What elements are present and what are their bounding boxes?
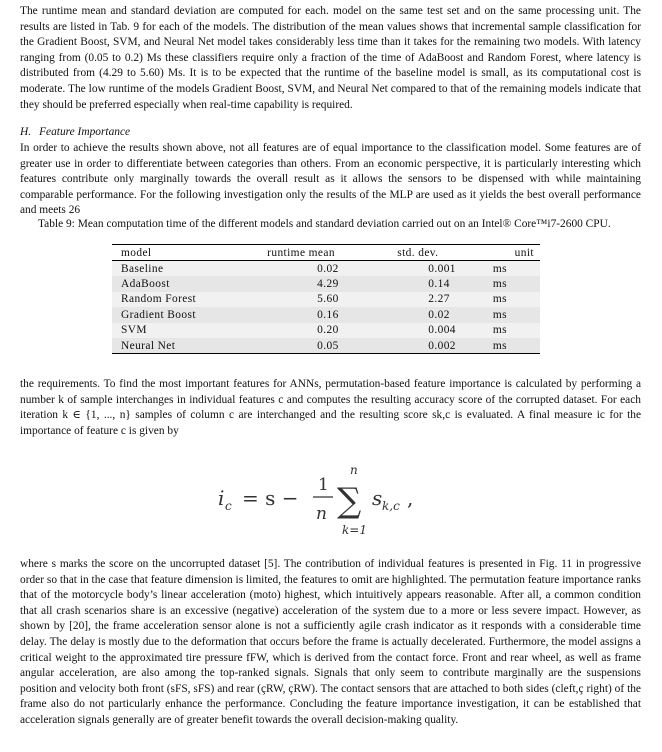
header-runtime-mean: runtime mean [237, 245, 388, 261]
formula-frac-num: 1 [318, 475, 329, 495]
cell-std: 0.02 [388, 307, 489, 322]
formula-frac-den: n [316, 504, 327, 524]
table-header-row [112, 245, 540, 261]
table-row [112, 338, 540, 354]
cell-runtime: 5.60 [237, 292, 388, 307]
formula-sum-bottom: k=1 [342, 523, 367, 537]
cell-runtime: 0.05 [237, 338, 388, 354]
table-row [112, 323, 540, 338]
cell-std: 0.002 [388, 338, 489, 354]
cell-model: Neural Net [112, 338, 237, 354]
formula-lhs: i [218, 486, 225, 510]
cell-model: AdaBoost [112, 276, 237, 291]
importance-formula [212, 460, 472, 540]
cell-runtime: 0.16 [237, 307, 388, 322]
cell-unit: ms [489, 261, 540, 277]
cell-unit: ms [489, 323, 540, 338]
cell-runtime: 0.20 [237, 323, 388, 338]
header-unit: unit [489, 245, 540, 261]
formula-eq: = s − [242, 486, 299, 510]
formula-term-sub: k,c [382, 499, 400, 513]
cell-runtime: 4.29 [237, 276, 388, 291]
cell-std: 0.004 [388, 323, 489, 338]
cell-model: Random Forest [112, 292, 237, 307]
formula-sum-sign: ∑ [337, 481, 362, 521]
paragraph-permutation: the requirements. To find the most important features for ANNs, permutation-based feature importance is calculated by performing a number k of sample interchanges in individual features c and computes the resulting accuracy score of the corrupted dataset. For each iteration k ∈ {1, ..., n} samples of column c are interchanged and the resulting score sk,c is evaluated. A final measure ic for the importance of feature c is given by [20, 378, 641, 437]
table-row [112, 307, 540, 322]
cell-model: Gradient Boost [112, 307, 237, 322]
section-number: H. [20, 126, 32, 138]
section-heading [20, 126, 130, 138]
header-model: model [112, 245, 237, 261]
table-row [112, 261, 540, 277]
formula-lhs-sub: c [225, 499, 232, 513]
cell-model: Baseline [112, 261, 237, 277]
table-row [112, 292, 540, 307]
cell-unit: ms [489, 292, 540, 307]
cell-std: 2.27 [388, 292, 489, 307]
cell-unit: ms [489, 276, 540, 291]
cell-std: 0.14 [388, 276, 489, 291]
table-caption: Table 9: Mean computation time of the different models and standard deviation carried out on an Intel® Core™i7-2600 CPU. [38, 218, 611, 230]
formula-tail: , [407, 486, 414, 510]
formula-sum-top: n [350, 463, 358, 477]
paragraph-feature-importance: In order to achieve the results shown above, not all features are of equal importance to the classification model. Some features are of greater use in order to differentiate between categories than others. From an economic perspective, it is particularly interesting which features contribute only marginally towards the overall result as it allows the sensors to be dispensed with while maintaining comparable performance. For the following investigation only the results of the MLP are used as it yields the best overall performance and meets 26 [20, 142, 641, 217]
formula-svg [212, 460, 472, 540]
paragraph-contribution: where s marks the score on the uncorrupted dataset [5]. The contribution of individual features is presented in Fig. 11 in progressive order so that in the case that feature dimension is limited, the features to omit are highlighted. The permutation feature importance ranks that of the motorcycle body’s linear acceleration (moto) highest, which intuitively appears reasonable. After all, a common condition that all crash scenarios share is an excessive (negative) acceleration of the system due to a more or less severe impact. However, as shown by [20], the frame acceleration sensor alone is not a sufficiently agile crash indicator as it responds with a considerable time delay. The delay is mostly due to the deformation that occurs before the frame is actually decelerated. Furthermore, the model assigns a critical weight to the approximated tire pressure fFW, which is derived from the contact force. Front and rear wheel, as well as frame angular acceleration, are also among the top-ranked signals. Signals that only seem to contribute marginally are the suspensions position and velocity both front (sFS, sFS) and rear (çRW, çRW). The contact sensors that are attached to both sides (cleft,ç right) of the frame also do not particularly enhance the performance. Concluding the feature importance investigation, it can be established that acceleration signals generally are of greater benefit towards the overall decision-making quality. [20, 558, 641, 726]
cell-std: 0.001 [388, 261, 489, 277]
header-std-dev: std. dev. [388, 245, 489, 261]
cell-unit: ms [489, 338, 540, 354]
runtime-table [112, 244, 540, 354]
section-title: Feature Importance [39, 126, 131, 138]
cell-unit: ms [489, 307, 540, 322]
paragraph-runtime: The runtime mean and standard deviation are computed for each. model on the same test set and on the same processing unit. The results are listed in Tab. 9 for each of the models. The distribution of the mean values shows that incremental sample classification for the Gradient Boost, SVM, and Neural Net model takes considerably less time than it takes for the remaining two models. With latency ranging from (0.05 to 0.2) Ms these classifiers require only a fraction of the time of AdaBoost and Random Forest, where latency is distributed from (4.29 to 5.60) Ms. It is to be expected that the runtime of the baseline model is small, as its computational cost is moderate. The low runtime of the models Gradient Boost, SVM, and Neural Net compared to that of the remaining models indicate that they should be preferred especially when real-time capability is required. [20, 5, 641, 111]
cell-runtime: 0.02 [237, 261, 388, 277]
cell-model: SVM [112, 323, 237, 338]
formula-term: s [372, 486, 383, 510]
table-row [112, 276, 540, 291]
